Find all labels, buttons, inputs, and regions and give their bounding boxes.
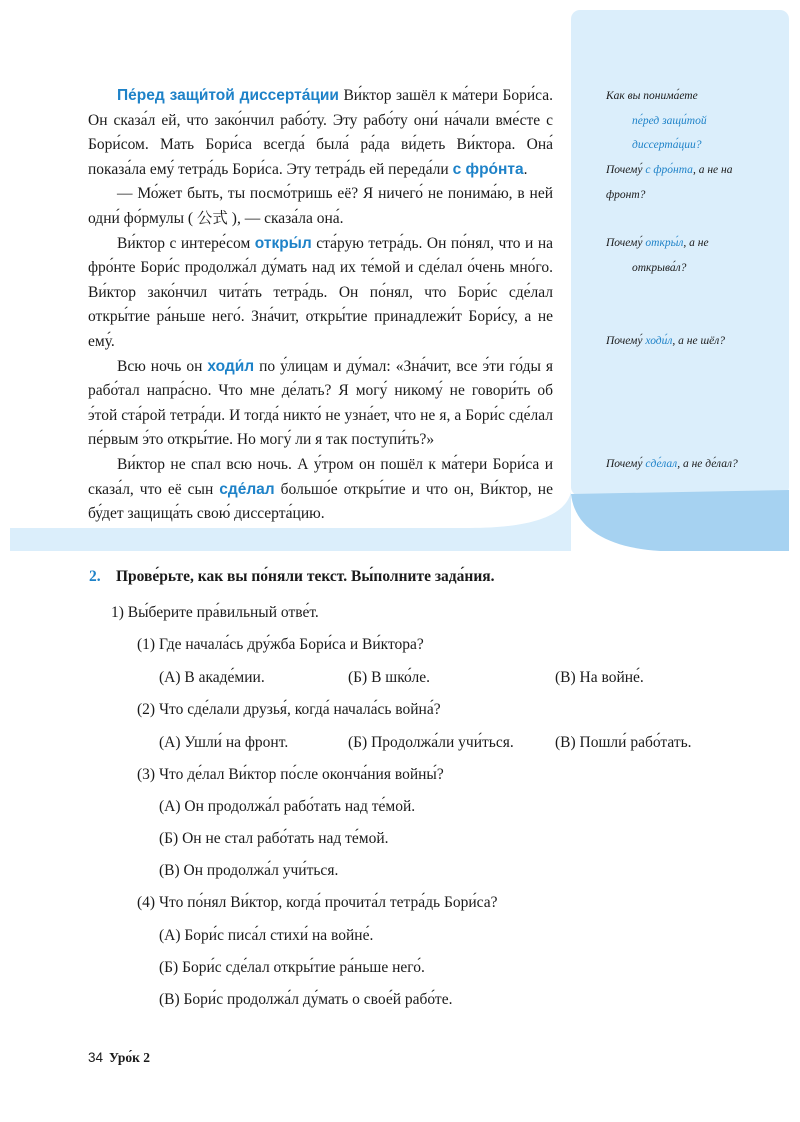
text-run: Всю ночь он (117, 357, 208, 375)
paragraph-4 (88, 355, 553, 453)
text-run: большо́е откры́тие и что он, Ви́ктор, не бу́дет защища́ть свою́ диссерта́цию. (88, 480, 553, 523)
text-run: — Мо́жет быть, ты посмо́тришь её? Я ничего́ не понима́ю, в ней одни́ фо́рмулы ( 公式 ), — сказа́ла она́. (88, 185, 553, 227)
q1-option-b[interactable]: (Б) В шко́ле. (348, 669, 431, 686)
paragraph-3 (88, 232, 553, 355)
lesson-label: Уро́к 2 (109, 1050, 150, 1065)
margin-note-3: Почему́ откры́л, а не открыва́л? (606, 237, 709, 274)
page-number: 34 (88, 1050, 104, 1065)
text-run: Ви́ктор с интере́сом (117, 234, 255, 252)
panel-fold-shadow (571, 490, 789, 551)
key-phrase: сде́лал (219, 480, 275, 498)
paragraph-1 (88, 84, 553, 182)
q1-option-c[interactable]: (В) На войне́. (555, 669, 644, 686)
text-run: Ви́ктор зашёл к ма́тери Бори́са. Он сказа́л ей, что зако́нчил рабо́ту. Эту рабо́ту они́ на́чали вме́сте с Бори́сом. Мать Бори́са всегда́ была́ ра́да ви́деть Ви́ктора. Она́ показа́ла ему́ тетра́дь Бори́са. Эту тетра́дь ей переда́ли (88, 87, 554, 178)
q2-option-a[interactable]: (А) Ушли́ на фронт. (159, 734, 289, 751)
paragraph-2 (88, 182, 553, 231)
key-phrase: ходи́л (207, 357, 255, 375)
key-phrase: с фро́нта (452, 160, 524, 178)
q2-option-c[interactable]: (В) Пошли́ рабо́тать. (555, 734, 692, 751)
question-3: (3) Что де́лал Ви́ктор по́сле оконча́ния войны́? (137, 766, 444, 783)
subtask-1: 1) Вы́берите пра́вильный отве́т. (111, 604, 319, 621)
question-4: (4) Что по́нял Ви́ктор, когда́ прочита́л тетра́дь Бори́са? (137, 894, 498, 911)
reading-text (88, 84, 553, 527)
margin-note-1: Как вы понима́ете пе́ред защи́той диссерта́ции? (606, 90, 707, 152)
q4-option-a[interactable]: (А) Бори́с писа́л стихи́ на войне́. (159, 927, 374, 944)
text-run: . (523, 160, 528, 178)
margin-note-2: Почему́ с фро́нта, а не на фронт? (606, 164, 733, 201)
paragraph-5 (88, 453, 553, 527)
q2-option-b[interactable]: (Б) Продолжа́ли учи́ться. (348, 734, 514, 751)
key-phrase: Пе́ред защи́той диссерта́ции (117, 87, 339, 104)
task-heading: 2. Прове́рьте, как вы по́няли текст. Вы́полните зада́ния. (89, 568, 495, 585)
margin-note-4: Почему́ ходи́л, а не шёл? (606, 335, 725, 347)
text-run: по у́лицам и ду́мал: «Зна́чит, все э́ти го́ды я рабо́тал напра́сно. Что мне де́лать? Я могу́ никому́ не говори́ть об э́той ста́рой тетра́ди. И тогда́ никто́ не узна́ет, что не я, а Бори́с сде́лал пе́рвым э́то откры́тие. Но могу́ ли я так поступи́ть?» (88, 357, 553, 449)
text-run: ста́рую тетра́дь. Он по́нял, что и на фро́нте Бори́с продолжа́л ду́мать над их те́мой и сде́лал о́чень мно́го. Ви́ктор зако́нчил чита́ть тетра́дь. Он по́нял, что Бори́с сде́лал откры́тие ра́ньше него́. Зна́чит, откры́тие принадлежи́т Бори́су, а не ему́. (88, 234, 554, 350)
q4-option-b[interactable]: (Б) Бори́с сде́лал откры́тие ра́ньше него́. (159, 959, 425, 976)
question-2: (2) Что сде́лали друзья́, когда́ начала́сь война́? (137, 701, 441, 718)
text-run: Ви́ктор не спал всю ночь. А у́тром он пошёл к ма́тери Бори́са и сказа́л, что её сын (88, 455, 553, 498)
q1-option-a[interactable]: (А) В акаде́мии. (159, 669, 265, 686)
key-phrase: откры́л (254, 234, 312, 252)
q4-option-c[interactable]: (В) Бори́с продолжа́л ду́мать о свое́й рабо́те. (159, 991, 453, 1008)
q3-option-c[interactable]: (В) Он продолжа́л учи́ться. (159, 862, 339, 879)
question-1: (1) Где начала́сь дру́жба Бори́са и Ви́ктора? (137, 636, 424, 653)
page-footer (88, 1050, 150, 1066)
q3-option-b[interactable]: (Б) Он не стал рабо́тать над те́мой. (159, 830, 389, 847)
q3-option-a[interactable]: (А) Он продолжа́л рабо́тать над те́мой. (159, 798, 416, 815)
margin-note-5: Почему́ сде́лал, а не де́лал? (606, 458, 738, 470)
